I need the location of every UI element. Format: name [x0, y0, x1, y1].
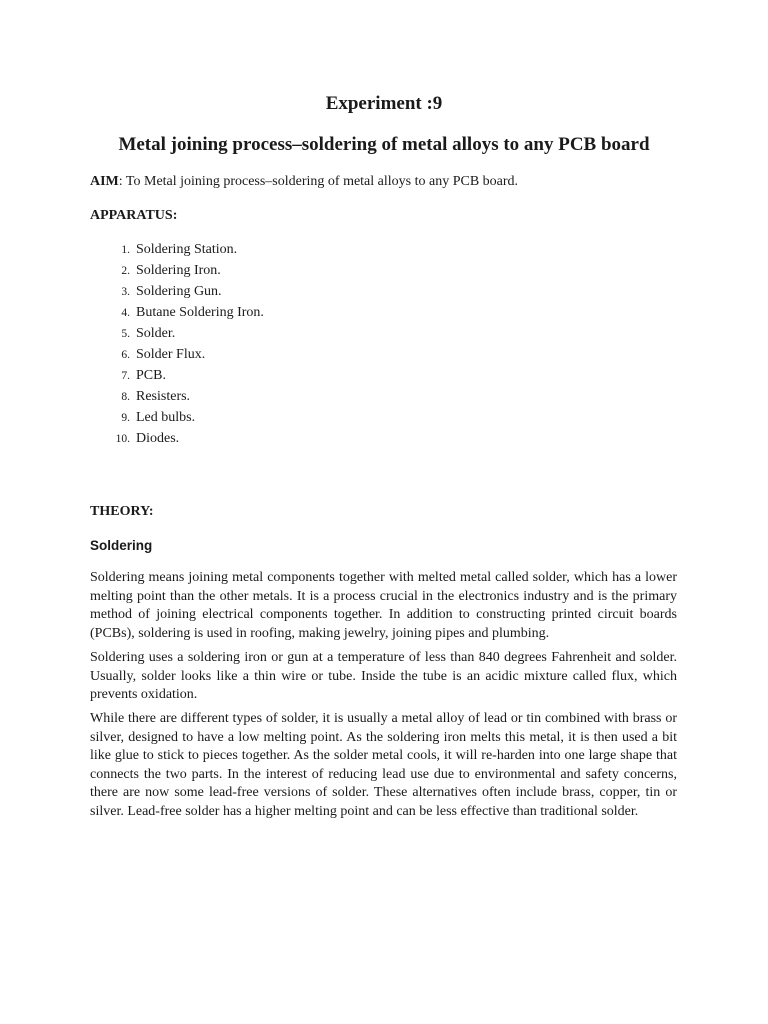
list-item — [90, 408, 264, 429]
apparatus-list — [90, 240, 264, 450]
list-item-label: Butane Soldering Iron. — [136, 305, 264, 320]
list-number: 5. — [121, 328, 130, 340]
list-item-label: Solder Flux. — [136, 347, 206, 362]
list-item — [90, 324, 264, 345]
theory-heading: THEORY: — [90, 504, 154, 519]
list-number: 1. — [121, 244, 130, 256]
apparatus-heading: APPARATUS: — [90, 208, 178, 223]
aim-text: : To Metal joining process–soldering of metal alloys to any PCB board. — [118, 174, 519, 189]
list-item — [90, 303, 264, 324]
list-item-label: Resisters. — [136, 389, 191, 404]
list-item-label: Solder. — [136, 326, 176, 341]
aim-statement — [90, 174, 518, 190]
list-item — [90, 366, 264, 387]
list-item — [90, 282, 264, 303]
list-item — [90, 387, 264, 408]
list-item-label: Diodes. — [136, 431, 180, 446]
list-item — [90, 240, 264, 261]
list-number: 2. — [121, 265, 130, 277]
list-item-label: Led bulbs. — [136, 410, 196, 425]
list-item-label: Soldering Gun. — [136, 284, 222, 299]
theory-paragraph-3: While there are different types of solder, it is usually a metal alloy of lead or tin combined with brass or silver, designed to have a low melting point. As the soldering iron melts this metal, it is then used a bit like glue to stick to pieces together. As the solder metal cools, it will re-harden into one large shape that connects the two parts. In the interest of reducing lead use due to environmental and safety concerns, there are now some lead-free versions of solder. These alternatives often include brass, copper, tin or silver. Lead-free solder has a higher melting point and can be less effective than traditional solder. — [90, 711, 677, 819]
theory-paragraph-2: Soldering uses a soldering iron or gun at a temperature of less than 840 degrees Fahrenheit and solder. Usually, solder looks like a thin wire or tube. Inside the tube is an acidic mixture called flux, which prevents oxidation. — [90, 650, 677, 702]
list-item — [90, 345, 264, 366]
list-item — [90, 429, 264, 450]
list-item-label: PCB. — [136, 368, 166, 383]
list-item-label: Soldering Iron. — [136, 263, 221, 278]
list-number: 9. — [121, 412, 130, 424]
list-item — [90, 261, 264, 282]
list-number: 4. — [121, 307, 130, 319]
list-number: 3. — [121, 286, 130, 298]
theory-paragraph-1: Soldering means joining metal components together with melted metal called solder, which has a lower melting point than the other metals. It is a process crucial in the electronics industry and is the primary method of joining electrical components together. In addition to constructing printed circuit boards (PCBs), soldering is used in roofing, making jewelry, joining pipes and plumbing. — [90, 570, 677, 641]
list-number: 10. — [115, 433, 130, 445]
page-title: Metal joining process–soldering of metal alloys to any PCB board — [118, 134, 650, 155]
aim-label: AIM — [90, 174, 119, 189]
soldering-subheading: Soldering — [90, 538, 153, 553]
list-number: 7. — [121, 370, 130, 382]
list-item-label: Soldering Station. — [136, 242, 238, 257]
list-number: 6. — [121, 349, 130, 361]
list-number: 8. — [121, 391, 130, 403]
experiment-title: Experiment :9 — [325, 93, 443, 114]
